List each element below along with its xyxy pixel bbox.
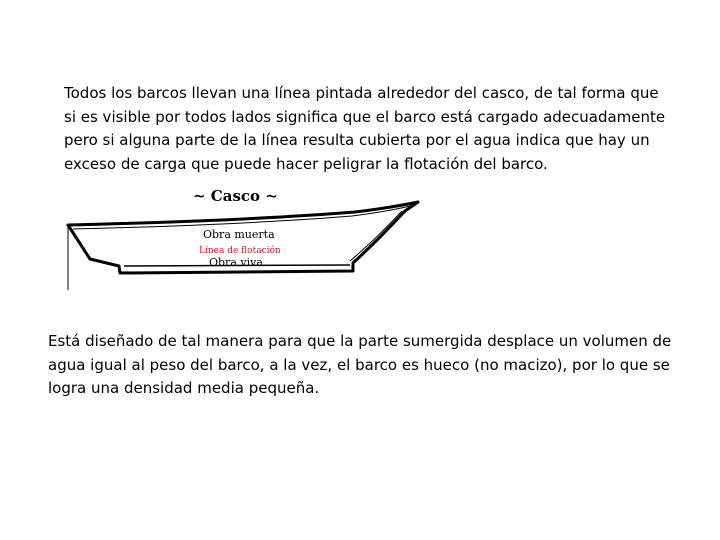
- waterline-label: Línea de flotación: [199, 246, 281, 256]
- deck-line: [73, 206, 410, 229]
- intro-line: exceso de carga que puede hacer peligrar la flotación del barco.: [64, 154, 548, 173]
- intro-paragraph: [64, 82, 664, 176]
- lower-hull-label: Obra viva: [209, 256, 263, 269]
- design-line: logra una densidad media pequeña.: [48, 379, 320, 397]
- design-line: agua igual al peso del barco, a la vez, el barco es hueco (no macizo), por lo que se: [48, 355, 670, 374]
- intro-line: pero si alguna parte de la línea resulta cubierta por el agua indica que hay un: [64, 131, 650, 149]
- intro-line: si es visible por todos lados significa que el barco está cargado adecuadamente: [64, 107, 666, 126]
- bow-inner-line: [350, 211, 402, 261]
- intro-line: Todos los barcos llevan una línea pintada alrededor del casco, de tal forma que: [64, 84, 659, 102]
- hull-title: ~ Casco ~: [193, 187, 278, 205]
- upper-hull-label: Obra muerta: [203, 228, 275, 241]
- hull-diagram: [60, 185, 430, 290]
- design-line: Está diseñado de tal manera para que la parte sumergida desplace un volumen de: [48, 332, 672, 350]
- design-paragraph: [48, 330, 688, 401]
